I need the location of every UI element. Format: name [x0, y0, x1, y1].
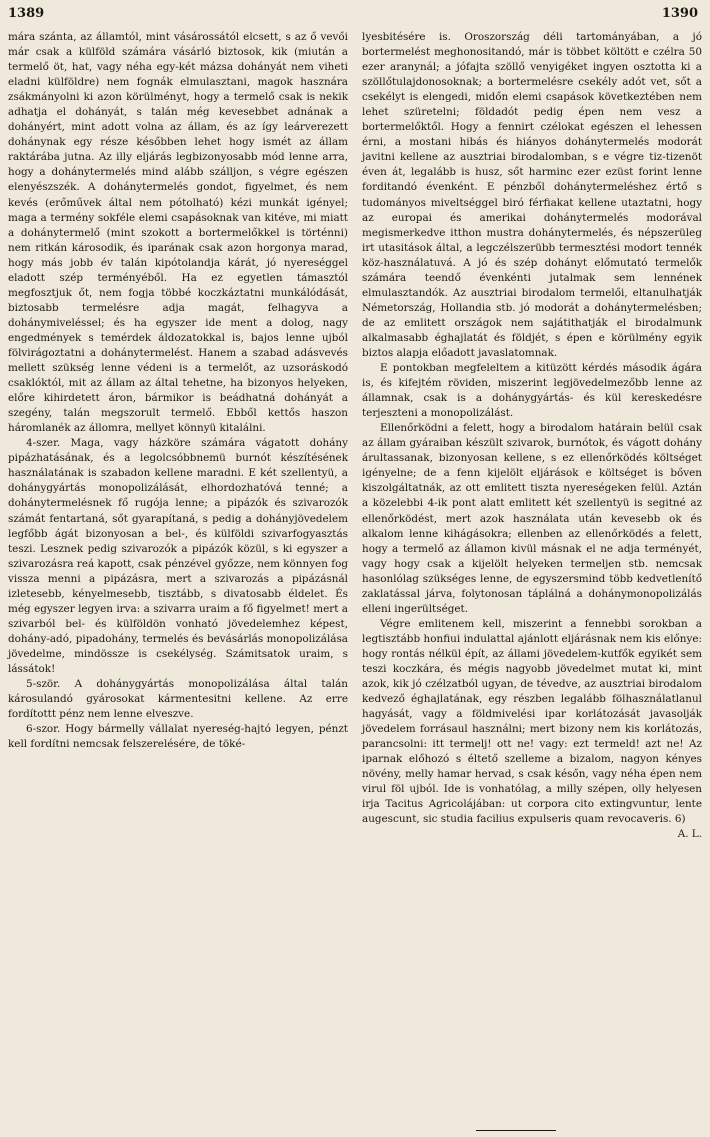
page-number-right: 1390 — [661, 6, 698, 21]
end-rule — [476, 1130, 556, 1131]
signature-row — [362, 827, 702, 842]
paragraph: E pontokban megfeleltem a kitüzött kérdés második ágára is, és kifejtém röviden, miszerint legjövedelmezőbb lenne az államnak, csak is a dohánygyártás- és kül kereskedésre terjeszteni a monopolizálást. — [362, 362, 702, 420]
paragraph: Ellenőrködni a felett, hogy a birodalom határain belül csak az állam gyáraiban készült szivarok, burnótok, és vágott dohány árultassanak, bizonyosan kellene, s ez ellenőrködés költséget igényelne; de a fenn kijelölt eljárások e költséget is bőven kiszolgáltatnák, az ott emlitett tiszta nyereségeken felül. Aztán a közelebbi 4-ik pont alatt emlitett két szellentyü is segitné az ellenőrködést, mert azok használata után kevesebb ok és alkalom lenne kihágásokra; ellenben az ellenőrködés a felett, hogy a termelő az államon kivül másnak el ne adja terményét, vagy hogy csak a kijelölt helyeken termeljen stb. nemcsak hasonlólag szükséges lenne, de egyszersmind több kedvetlenítő zaklatással járva, folytonosan táplálná a dohánymonopolizálás elleni ingerültséget. — [362, 422, 702, 615]
text-column-left — [8, 30, 348, 752]
page-number-left: 1389 — [8, 6, 45, 21]
paragraph: lyesbitésére is. Oroszország déli tartományában, a jó bortermelést meghonositandó, már is többet költött e czélra 50 ezer aranynál; a jófajta szöllő venyigéket ingyen osztotta ki a szöllőtulajdonosoknak; a bortermelésre csekély adót vet, sőt a csekélyt is elengedi, midőn elemi csapások következtében nem lehet szüretelni; földadót pedig épen nem vesz a bortermelőktől. Hogy a fennirt czélokat egészen el lehessen érni, a mostani hibás és hiányos dohánytermelés modorát javitni kellene az ausztriai birodalomban, s e végre tiz-tizenöt éven át, legalább is husz, sőt harminc ezer ezüst forint lenne forditandó évenként. E pénzből dohánytermeléshez értő s tudományos miveltséggel biró férfiakat kellene utaztatni, hogy az europai és amerikai dohánytermelés modorával megismerkedve itthon mustra dohánytermelés, és népszerüleg irt utasitások által, a legczélszerübb termesztési modort tennék köz-használatuvá. A jó és szép dohányt előmutató termelők számára teendő évenkénti jutalmak sem lennének elmulasztandók. Az ausztriai birodalom termelői, eltanulhatják Németország, Hollandia stb. jó modorát a dohánytermelésben; de az emlitett országok nem sajátithatják el birodalmunk alkalmasabb éghajlatát és földjét, s épen e körülmény egyik biztos alapja előadott javaslatomnak. — [362, 31, 702, 359]
paragraph: mára szánta, az államtól, mint vásárossától elcsett, s az ő vevői már csak a külföld számára vásárló biztosok, kik (miután a termelő öt, hat, vagy néha egy-két mázsa dohányát nem viheti eladni külföldre) nem fognák elmulasztani, magok hasznára zsákmányolni ki azon körülményt, hogy a termelő csak is nekik adhatja el dohányát, s talán még kevesebbet adnának a dohányért, mint adott volna az állam, és az így leárverezett dohánynak egy része későbben lehet hogy ismét az állam raktárába jutna. Az illy eljárás legbizonyosabb mód lenne arra, hogy a dohánytermelés mind alább szálljon, s végre egészen elenyészszék. A dohánytermelés gondot, figyelmet, és nem kevés (erőművek által nem pótolható) kézi munkát igényel; maga a termény sokféle elemi csapásoknak van kitéve, mi miatt a dohánytermelő (mint szokott a bortermelőkkel is történni) nem ritkán károsodik, és iparának csak azon horgonya marad, hogy más jobb év talán kipótolandja kárát, jó nyereséggel eladott szép terményéből. Ha ez egyetlen támasztól megfosztjuk őt, nem fogja többé koczkáztatni munkálódását, biztosabb termelésre adja magát, felhagyva a dohánymiveléssel; és ha egyszer ide ment a dolog, nagy engedmények s temérdek áldozatokkal is, bajos lenne ujból fölvirágoztatni a dohánytermelést. Hanem a szabad adásvevés mellett szükség lenne védeni is a termelőt, az uzsoráskodó csaklóktól, mit az állam az által tehetne, ha bizonyos helyeken, előre kihirdetett áron, bármikor is beádhatná dohányát a szegény, talán megszorult termelő. Ebből kettős haszon háromlanék az állomra, mellyet könnyü kitalálni. — [8, 31, 348, 435]
text-column-right — [362, 30, 702, 843]
signature: A. L. — [677, 828, 702, 841]
paragraph: 5-ször. A dohánygyártás monopolizálása által talán károsulandó gyárosokat kármentesitni kellene. Az erre fordítottt pénz nem lenne elveszve. — [8, 678, 348, 721]
paragraph: Végre emlitenem kell, miszerint a fennebbi sorokban a legtisztább honfiui indulattal ajánlott eljárásnak nem kis előnye: hogy rontás nélkül épít, az állami jövedelem-kutfők egyikét sem teszi koczkára, és mégis nagyobb jövedelmet mutat ki, mint azok, kik jó czélzatból ugyan, de tévedve, az ausztriai birodalom kedvező éghajlatának, egy részben legalább fölhasználatlanul hagyását, vagy a földmivelési ipar korlátozását javasolják jövedelem forrásaul használni; mert bizony nem kis korlátozás, parancsolni: itt termelj! ott ne! vagy: ezt termeld! azt ne! Az iparnak előhozó s éltető szelleme a bizalom, nagyon kényes növény, melly hamar hervad, s csak későn, vagy néha épen nem virul föl ujból. Ide is vonhatólag, a milly szépen, olly helyesen irja Tacitus Agricolájában: ut corpora cito extingvuntur, lente augescunt, sic studia facilius expulseris quam revocaveris. 6) — [362, 617, 702, 826]
paragraph: 6-szor. Hogy bármelly vállalat nyereség-hajtó legyen, pénzt kell fordítni nemcsak felszerelésére, de töké- — [8, 723, 348, 751]
paragraph: 4-szer. Maga, vagy házköre számára vágatott dohány pipázhatásának, és a legolcsóbbnemü burnót készítésének használatának is szabadon kellene maradni. E két szellentyü, a dohánygyártás monopolizálását, elhordozhatóvá tenné; a dohánytermelésnek fő rugója lenne; a pipázók és szivarozók számát fentartaná, sőt gyarapítaná, s pedig a dohányjövedelem legfőbb ágát bizonyosan a bel-, és külföldi szivarfogyasztás teszi. Lesznek pedig szivarozók a pipázók közül, s ki egyszer a szivarozásra reá kapott, csak pénzével győzze, nem könnyen fog vissza menni a pipázásra, mert a szivarozás a pipázásnál izletesebb, kényelmesebb, tisztább, s divatosabb éldelet. És még egyszer legyen irva: a szivarra uraim a fő figyelmet! mert a szivarból bel- és külföldön vonható jövedelemhez képest, dohány-adó, pipadohány, termelés és bevásárlás monopolizálása jövedelme, mindössze is csekélység. Számitsatok uraim, s lássátok! — [8, 437, 348, 675]
